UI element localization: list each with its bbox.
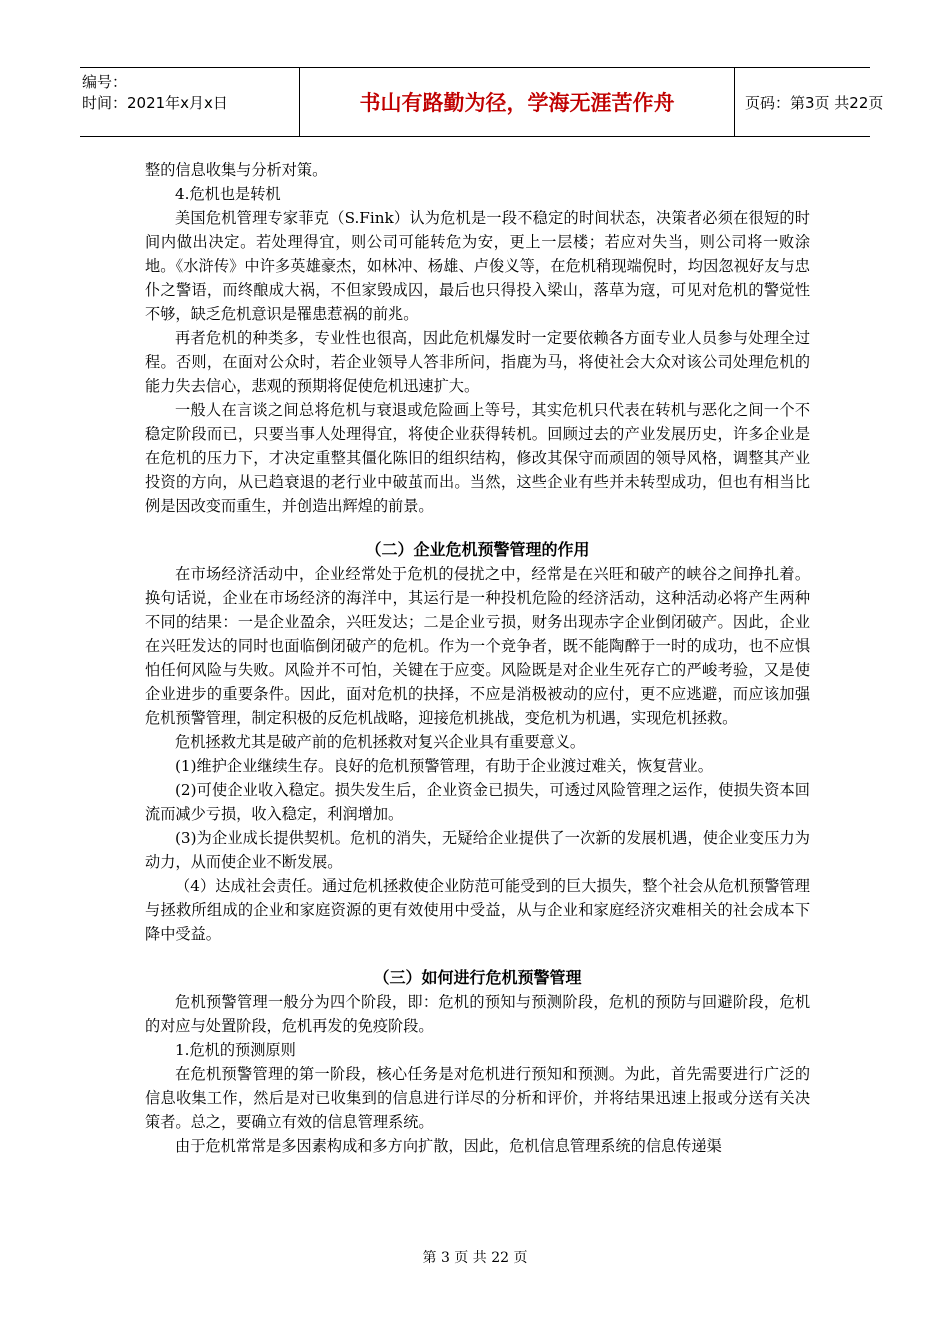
- list-item: (3)为企业成长提供契机。危机的消失，无疑给企业提供了一次新的发展机遇，使企业变压力为动力，从而使企业不断发展。: [145, 829, 810, 871]
- header-page-info: 页码：第3页 共22页: [745, 93, 884, 112]
- page-header: [80, 67, 884, 137]
- list-item: (2)可使企业收入稳定。损失发生后，企业资金已损失，可透过风险管理之运作，使损失资本回流而减少亏损，收入稳定，利润增加。: [145, 781, 810, 823]
- header-number: 编号：: [82, 73, 128, 91]
- header-date: 时间：2021年x月x日: [82, 94, 228, 112]
- subheading: 4.危机也是转机: [175, 185, 281, 203]
- paragraph: 整的信息收集与分析对策。: [145, 161, 328, 179]
- paragraph: 在危机预警管理的第一阶段，核心任务是对危机进行预知和预测。为此，首先需要进行广泛的信息收集工作，然后是对已收集到的信息进行详尽的分析和评价，并将结果迅速上报或分送有关决策者。总之，要确立有效的信息管理系统。: [145, 1065, 810, 1131]
- paragraph: 在市场经济活动中，企业经常处于危机的侵扰之中，经常是在兴旺和破产的峡谷之间挣扎着。换句话说，企业在市场经济的海洋中，其运行是一种投机危险的经济活动，这种活动必将产生两种不同的结果：一是企业盈余，兴旺发达；二是企业亏损，财务出现赤字企业倒闭破产。因此，企业在兴旺发达的同时也面临倒闭破产的危机。作为一个竞争者，既不能陶醉于一时的成功，也不应惧怕任何风险与失败。风险并不可怕，关键在于应变。风险既是对企业生死存亡的严峻考验，又是使企业进步的重要条件。因此，面对危机的抉择，不应是消极被动的应付，更不应逃避，而应该加强危机预警管理，制定积极的反危机战略，迎接危机挑战，变危机为机遇，实现危机拯救。: [145, 565, 810, 727]
- document-body: [145, 158, 810, 1158]
- paragraph: 由于危机常常是多因素构成和多方向扩散，因此，危机信息管理系统的信息传递渠: [175, 1137, 722, 1155]
- paragraph: 危机拯救尤其是破产前的危机拯救对复兴企业具有重要意义。: [175, 733, 586, 751]
- header-meta: [80, 68, 300, 136]
- paragraph: 再者危机的种类多，专业性也很高，因此危机爆发时一定要依赖各方面专业人员参与处理全过程。否则，在面对公众时，若企业领导人答非所问，指鹿为马，将使社会大众对该公司处理危机的能力失去信心，悲观的预期将促使危机迅速扩大。: [145, 329, 810, 395]
- list-item: (1)维护企业继续生存。良好的危机预警管理，有助于企业渡过难关，恢复营业。: [175, 757, 713, 775]
- subheading: 1.危机的预测原则: [175, 1041, 296, 1059]
- paragraph: 危机预警管理一般分为四个阶段，即：危机的预知与预测阶段，危机的预防与回避阶段，危机的对应与处置阶段，危机再发的免疫阶段。: [145, 993, 810, 1035]
- section-heading: （二）企业危机预警管理的作用: [365, 540, 590, 559]
- paragraph: 一般人在言谈之间总将危机与衰退或危险画上等号，其实危机只代表在转机与恶化之间一个不稳定阶段而已，只要当事人处理得宜，将使企业获得转机。回顾过去的产业发展历史，许多企业是在危机的压力下，才决定重整其僵化陈旧的组织结构，修改其保守而顽固的领导风格，调整其产业投资的方向，从已趋衰退的老行业中破茧而出。当然，这些企业有些并未转型成功，但也有相当比例是因改变而重生，并创造出辉煌的前景。: [145, 401, 810, 515]
- section-heading: （三）如何进行危机预警管理: [373, 968, 582, 987]
- page-footer: 第 3 页 共 22 页: [422, 1250, 528, 1266]
- list-item: （4）达成社会责任。通过危机拯救使企业防范可能受到的巨大损失，整个社会从危机预警管理与拯救所组成的企业和家庭资源的更有效使用中受益，从与企业和家庭经济灾难相关的社会成本下降中受益。: [145, 877, 810, 943]
- paragraph: 美国危机管理专家菲克（S.Fink）认为危机是一段不稳定的时间状态，决策者必须在很短的时间内做出决定。若处理得宜，则公司可能转危为安，更上一层楼；若应对失当，则公司将一败涂地。《水浒传》中许多英雄豪杰，如林冲、杨雄、卢俊义等，在危机稍现端倪时，均因忽视好友与忠仆之警语，而终酿成大祸，不但家毁成囚，最后也只得投入梁山，落草为寇，可见对危机的警觉性不够，缺乏危机意识是罹患惹祸的前兆。: [145, 209, 810, 323]
- header-motto: 书山有路勤为径，学海无涯苦作舟: [300, 68, 735, 136]
